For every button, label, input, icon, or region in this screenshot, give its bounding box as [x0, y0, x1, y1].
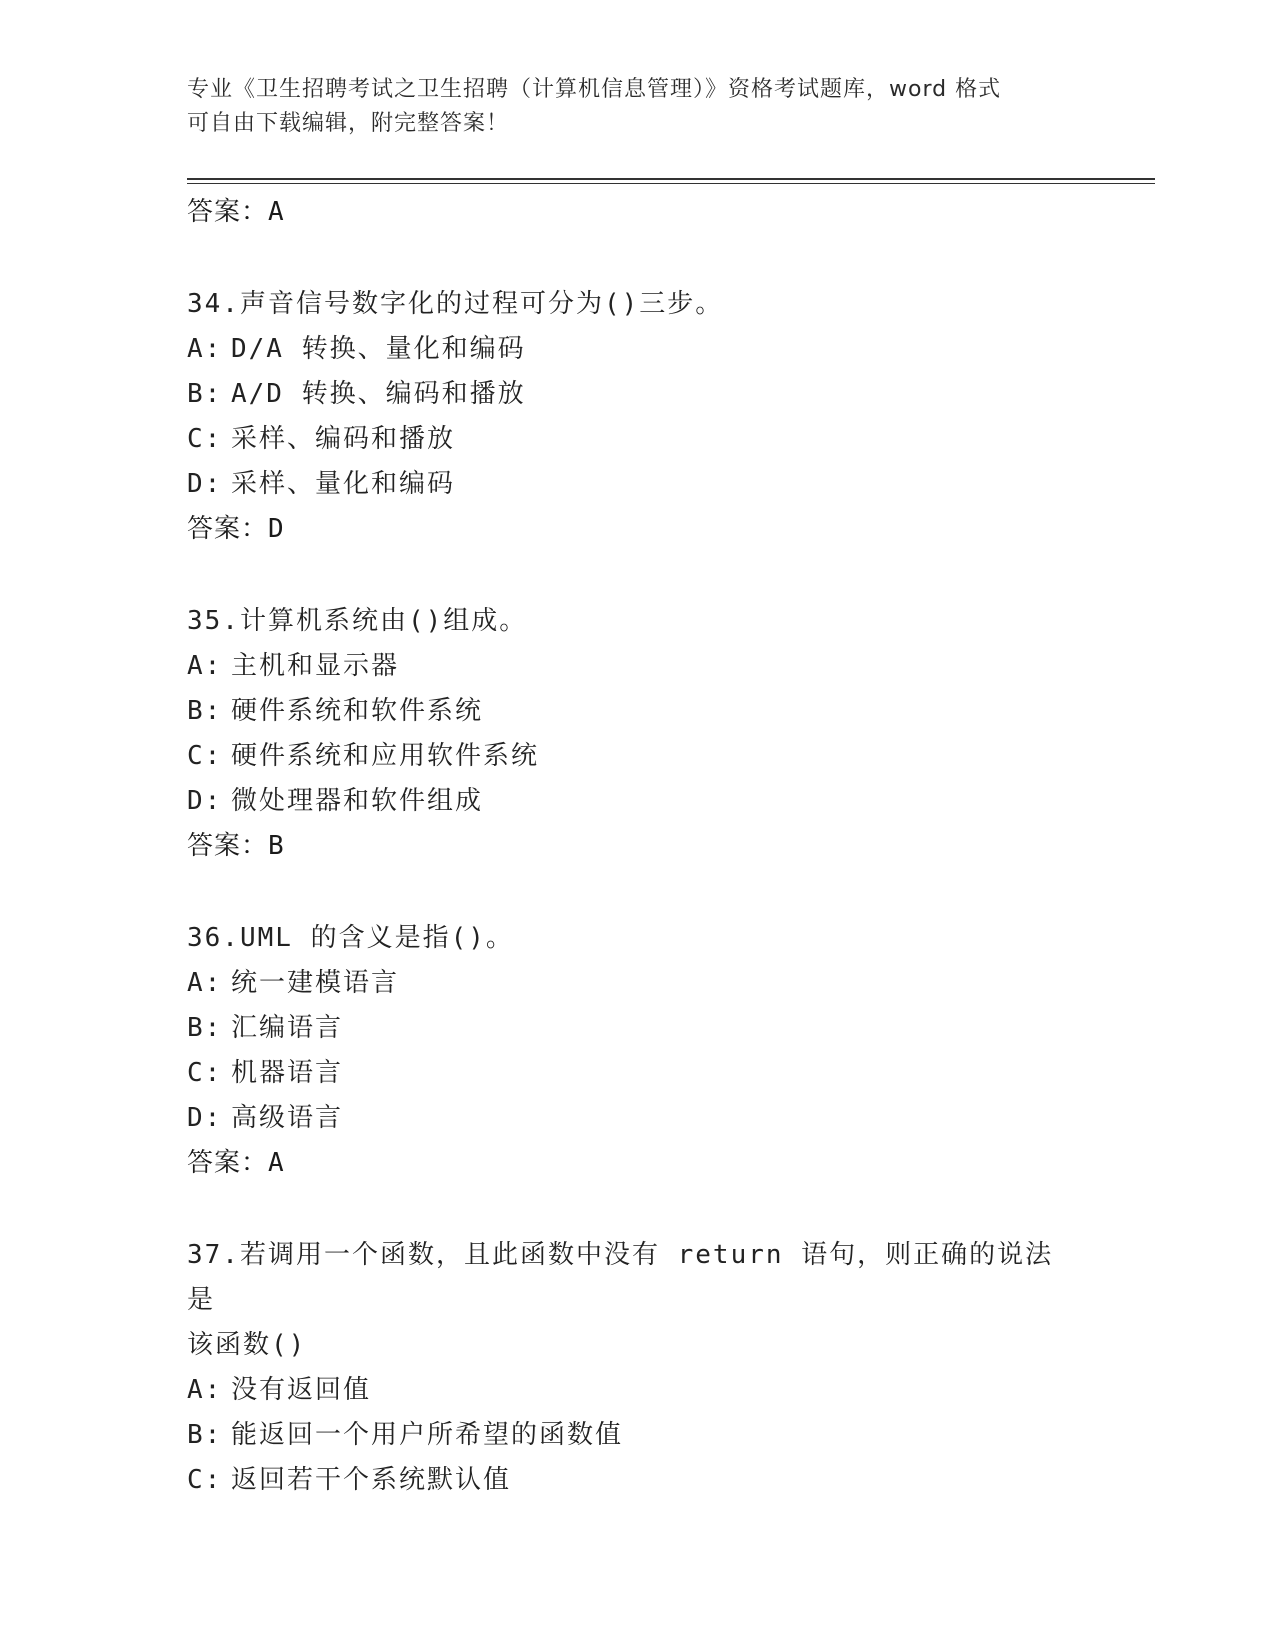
- option-text: 采样、量化和编码: [231, 469, 456, 499]
- option-d: [187, 1096, 1087, 1141]
- question-stem: 34.声音信号数字化的过程可分为()三步。: [187, 289, 724, 319]
- option-letter: D:: [187, 786, 223, 816]
- option-letter: A:: [187, 651, 223, 681]
- previous-answer: [187, 190, 1087, 234]
- option-letter: D:: [187, 1103, 223, 1133]
- question-stem: 35.计算机系统由()组成。: [187, 606, 528, 636]
- header-divider-thick: [187, 178, 1155, 180]
- option-text: 微处理器和软件组成: [231, 786, 484, 816]
- answer-value: D: [268, 514, 285, 544]
- option-text: 机器语言: [231, 1058, 344, 1088]
- question-36: [187, 916, 1087, 1185]
- option-c: [187, 1458, 1087, 1503]
- option-a: [187, 327, 1087, 372]
- option-letter: C:: [187, 741, 223, 771]
- question-stem: 36.UML 的含义是指()。: [187, 923, 514, 953]
- option-letter: A:: [187, 334, 223, 364]
- question-list: [187, 190, 1087, 1503]
- option-b: [187, 689, 1087, 734]
- option-letter: C:: [187, 424, 223, 454]
- option-letter: B:: [187, 1013, 223, 1043]
- answer-line: [187, 507, 1087, 551]
- option-b: [187, 372, 1087, 417]
- document-header: [187, 73, 1067, 141]
- option-a: [187, 1368, 1087, 1413]
- option-d: [187, 462, 1087, 507]
- option-text: 汇编语言: [231, 1013, 344, 1043]
- answer-label: 答案：: [187, 831, 269, 861]
- option-letter: B:: [187, 379, 223, 409]
- option-text: 高级语言: [231, 1103, 344, 1133]
- option-text: 返回若干个系统默认值: [231, 1465, 512, 1495]
- answer-value: A: [268, 1148, 285, 1178]
- answer-line: [187, 824, 1087, 868]
- question-37: [187, 1233, 1087, 1503]
- option-c: [187, 417, 1087, 462]
- answer-label: 答案：: [187, 514, 269, 544]
- option-text: 统一建模语言: [231, 968, 400, 998]
- option-letter: D:: [187, 469, 223, 499]
- option-b: [187, 1413, 1087, 1458]
- header-line-1: 专业《卫生招聘考试之卫生招聘（计算机信息管理）》资格考试题库，word 格式: [187, 77, 1002, 102]
- option-text: 采样、编码和播放: [231, 424, 456, 454]
- option-d: [187, 779, 1087, 824]
- option-c: [187, 734, 1087, 779]
- question-stem-line-1: 37.若调用一个函数，且此函数中没有 return 语句，则正确的说法是: [187, 1240, 1054, 1315]
- answer-line: [187, 1141, 1087, 1185]
- option-a: [187, 961, 1087, 1006]
- option-a: [187, 644, 1087, 689]
- option-text: 主机和显示器: [231, 651, 400, 681]
- option-text: 没有返回值: [231, 1375, 372, 1405]
- option-letter: B:: [187, 1420, 223, 1450]
- option-letter: A:: [187, 968, 223, 998]
- option-text: 能返回一个用户所希望的函数值: [231, 1420, 624, 1450]
- option-letter: A:: [187, 1375, 223, 1405]
- option-text: 硬件系统和应用软件系统: [231, 741, 540, 771]
- option-text: 硬件系统和软件系统: [231, 696, 484, 726]
- option-letter: C:: [187, 1465, 223, 1495]
- option-b: [187, 1006, 1087, 1051]
- option-letter: C:: [187, 1058, 223, 1088]
- option-text: D/A 转换、量化和编码: [231, 334, 526, 364]
- option-text: A/D 转换、编码和播放: [231, 379, 526, 409]
- answer-value: A: [268, 197, 285, 227]
- answer-value: B: [268, 831, 285, 861]
- option-c: [187, 1051, 1087, 1096]
- question-stem-line-2: 该函数(): [187, 1330, 307, 1360]
- answer-label: 答案：: [187, 197, 269, 227]
- option-letter: B:: [187, 696, 223, 726]
- question-35: [187, 599, 1087, 868]
- header-line-2: 可自由下载编辑，附完整答案！: [187, 111, 510, 136]
- header-divider-thin: [187, 183, 1155, 184]
- answer-label: 答案：: [187, 1148, 269, 1178]
- question-34: [187, 282, 1087, 551]
